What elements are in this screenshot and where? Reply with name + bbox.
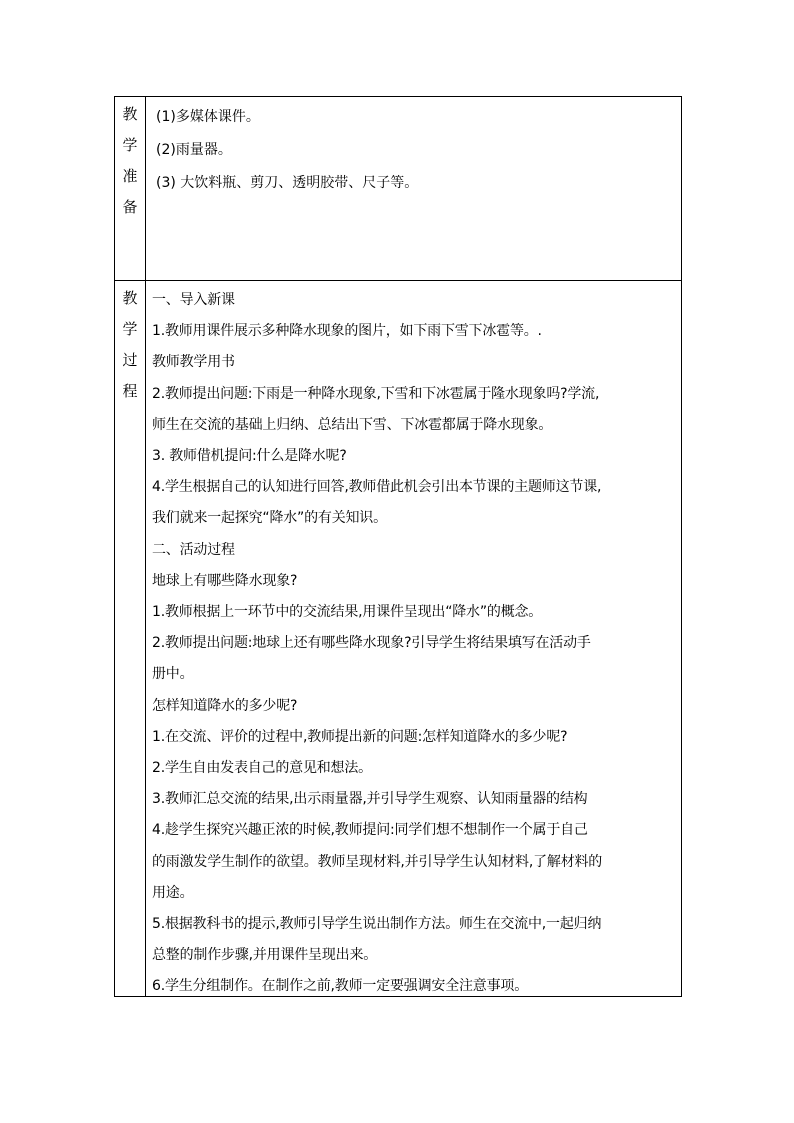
process-line: 4.学生根据自己的认知进行回答,教师借此机会引出本节课的主题师这节课, bbox=[152, 479, 602, 496]
process-line: 总整的制作步骤,并用课件呈现出来。 bbox=[152, 947, 378, 964]
process-line: 2.教师提出问题:地球上还有哪些降水现象?引导学生将结果填写在活动手 bbox=[152, 635, 591, 652]
process-line: 怎样知道降水的多少呢? bbox=[152, 697, 298, 714]
process-line: 地球上有哪些降水现象? bbox=[152, 572, 298, 589]
process-line: 二、活动过程 bbox=[152, 541, 235, 558]
process-row bbox=[115, 281, 682, 997]
process-line: 5.根据教科书的提示,教师引导学生说出制作方法。师生在交流中,一起归纳 bbox=[152, 916, 602, 933]
process-line: 3.教师汇总交流的结果,出示雨量器,并引导学生观察、认知雨量器的结构 bbox=[152, 791, 588, 808]
label-char: 过 bbox=[122, 351, 138, 369]
label-char: 准 bbox=[122, 167, 138, 185]
process-line: 2.学生自由发表自己的意见和想法。 bbox=[152, 760, 372, 777]
preparation-content-cell bbox=[146, 97, 682, 281]
process-line: 1.教师根据上一环节中的交流结果,用课件呈现出“降水”的概念。 bbox=[152, 604, 543, 621]
preparation-item: (3) 大饮料瓶、剪刀、透明胶带、尺子等。 bbox=[156, 175, 419, 191]
preparation-item: (1)多媒体课件。 bbox=[156, 109, 260, 125]
process-line: 1.教师用课件展示多种降水现象的图片，如下雨下雪下冰雹等。. bbox=[152, 323, 542, 340]
lesson-plan-table bbox=[114, 96, 682, 997]
process-label-cell bbox=[115, 281, 146, 997]
label-char: 学 bbox=[122, 320, 138, 338]
label-char: 备 bbox=[122, 198, 138, 216]
preparation-row bbox=[115, 97, 682, 281]
preparation-label-cell bbox=[115, 97, 146, 281]
process-label bbox=[115, 281, 145, 407]
process-line: 2.教师提出问题:下雨是一种降水现象,下雪和下冰雹属于隆水现象吗?学流, bbox=[152, 385, 600, 402]
process-line: 1.在交流、评价的过程中,教师提出新的问题:怎样知道降水的多少呢? bbox=[152, 728, 568, 745]
process-line: 6.学生分组制作。在制作之前,教师一定要强调安全注意事项。 bbox=[152, 978, 529, 995]
label-char: 程 bbox=[122, 382, 138, 400]
process-line: 用途。 bbox=[152, 884, 194, 901]
process-content-cell bbox=[146, 281, 682, 997]
preparation-item: (2)雨量器。 bbox=[156, 142, 232, 158]
process-line: 的雨激发学生制作的欲望。教师呈现材料,并引导学生认知材料,了解材料的 bbox=[152, 853, 603, 870]
process-line: 师生在交流的基础上归纳、总结出下雪、下冰雹都属于降水现象。 bbox=[152, 416, 553, 433]
process-text bbox=[146, 281, 681, 996]
label-char: 教 bbox=[122, 105, 138, 123]
process-line: 一、导入新课 bbox=[152, 292, 235, 308]
process-line: 4.趁学生探究兴趣正浓的时候,教师提问:同学们想不想制作一个属于自己 bbox=[152, 822, 588, 839]
process-line: 我们就来一起探究“降水”的有关知识。 bbox=[152, 510, 387, 527]
preparation-list bbox=[146, 97, 681, 280]
process-line: 教师教学用书 bbox=[152, 354, 235, 371]
process-line: 册中。 bbox=[152, 666, 194, 683]
label-char: 学 bbox=[122, 136, 138, 154]
label-char: 教 bbox=[122, 289, 138, 307]
preparation-label bbox=[115, 97, 145, 223]
process-line: 3. 教师借机提问:什么是降水呢? bbox=[152, 448, 347, 465]
